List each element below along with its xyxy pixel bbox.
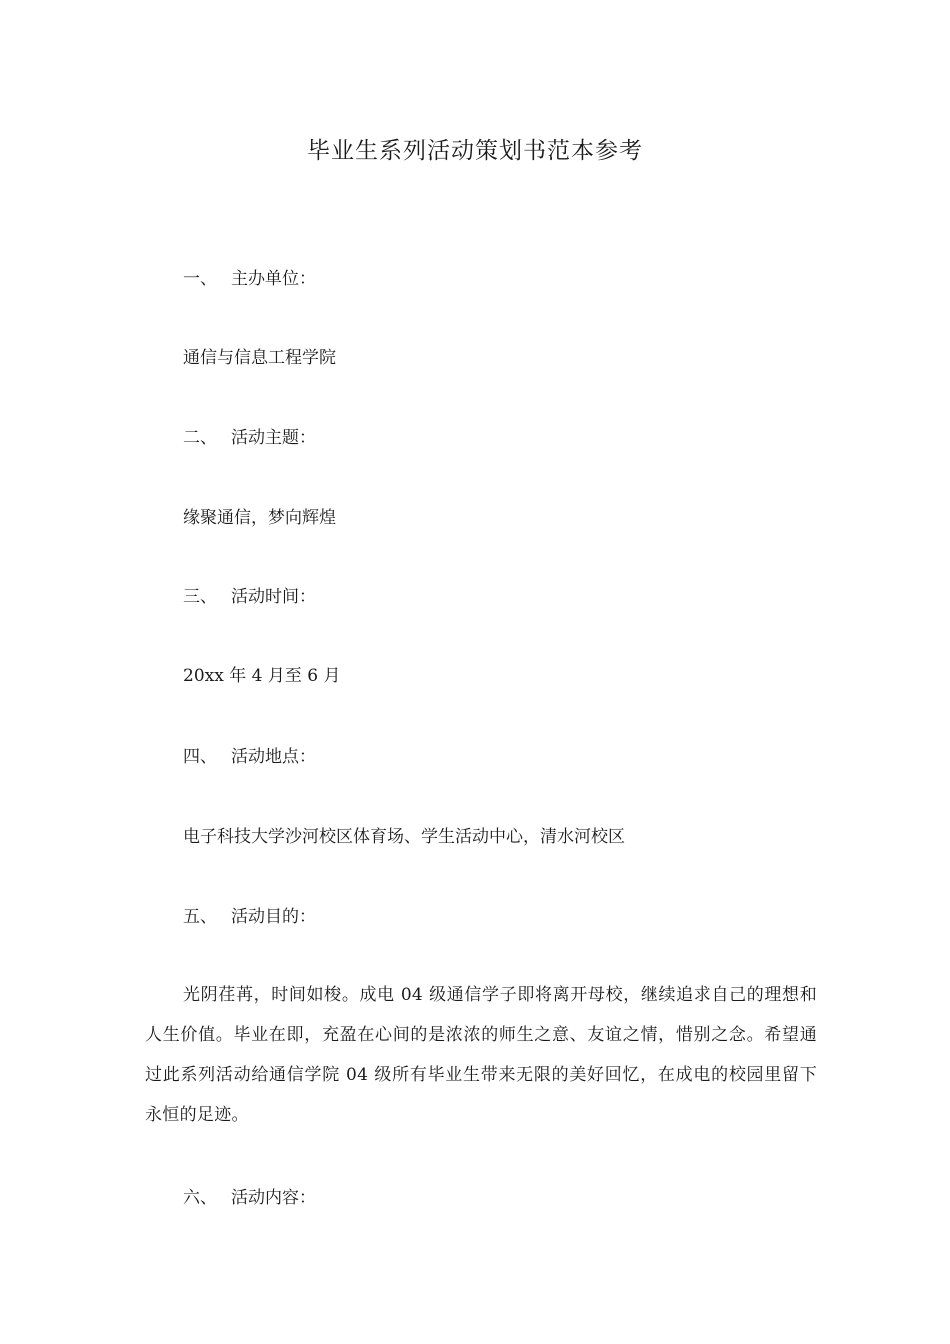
- section-number: 五、: [183, 907, 217, 927]
- section-content-theme: 缘聚通信，梦向辉煌: [183, 508, 336, 528]
- section-heading-purpose: [183, 904, 316, 930]
- section-heading-text: 活动时间：: [231, 587, 316, 607]
- section-number: 二、: [183, 428, 217, 448]
- section-content-purpose: 光阴荏苒，时间如梭。成电 04 级通信学子即将离开母校，继续追求自己的理想和人生价值。毕业在即，充盈在心间的是浓浓的师生之意、友谊之情，惜别之念。希望通过此系列活动给通信学院 04 级所有毕业生带来无限的美好回忆，在成电的校园里留下永恒的足迹。: [145, 985, 817, 1125]
- section-content-time: 20xx 年 4 月至 6 月: [183, 666, 341, 686]
- section-heading-time: [183, 584, 316, 610]
- section-number: 四、: [183, 747, 217, 767]
- section-heading-content: [183, 1185, 316, 1211]
- section-number: 一、: [183, 269, 217, 289]
- section-heading-organizer: [183, 266, 316, 292]
- section-heading-text: 活动目的：: [231, 907, 316, 927]
- section-content-organizer: 通信与信息工程学院: [183, 348, 336, 368]
- section-content-location: 电子科技大学沙河校区体育场、学生活动中心，清水河校区: [183, 827, 625, 847]
- section-number: 三、: [183, 587, 217, 607]
- document-title: 毕业生系列活动策划书范本参考: [307, 138, 643, 164]
- section-heading-text: 主办单位：: [231, 269, 316, 289]
- section-heading-theme: [183, 425, 316, 451]
- section-heading-location: [183, 744, 316, 770]
- section-heading-text: 活动内容：: [231, 1188, 316, 1208]
- section-number: 六、: [183, 1188, 217, 1208]
- section-heading-text: 活动地点：: [231, 747, 316, 767]
- section-heading-text: 活动主题：: [231, 428, 316, 448]
